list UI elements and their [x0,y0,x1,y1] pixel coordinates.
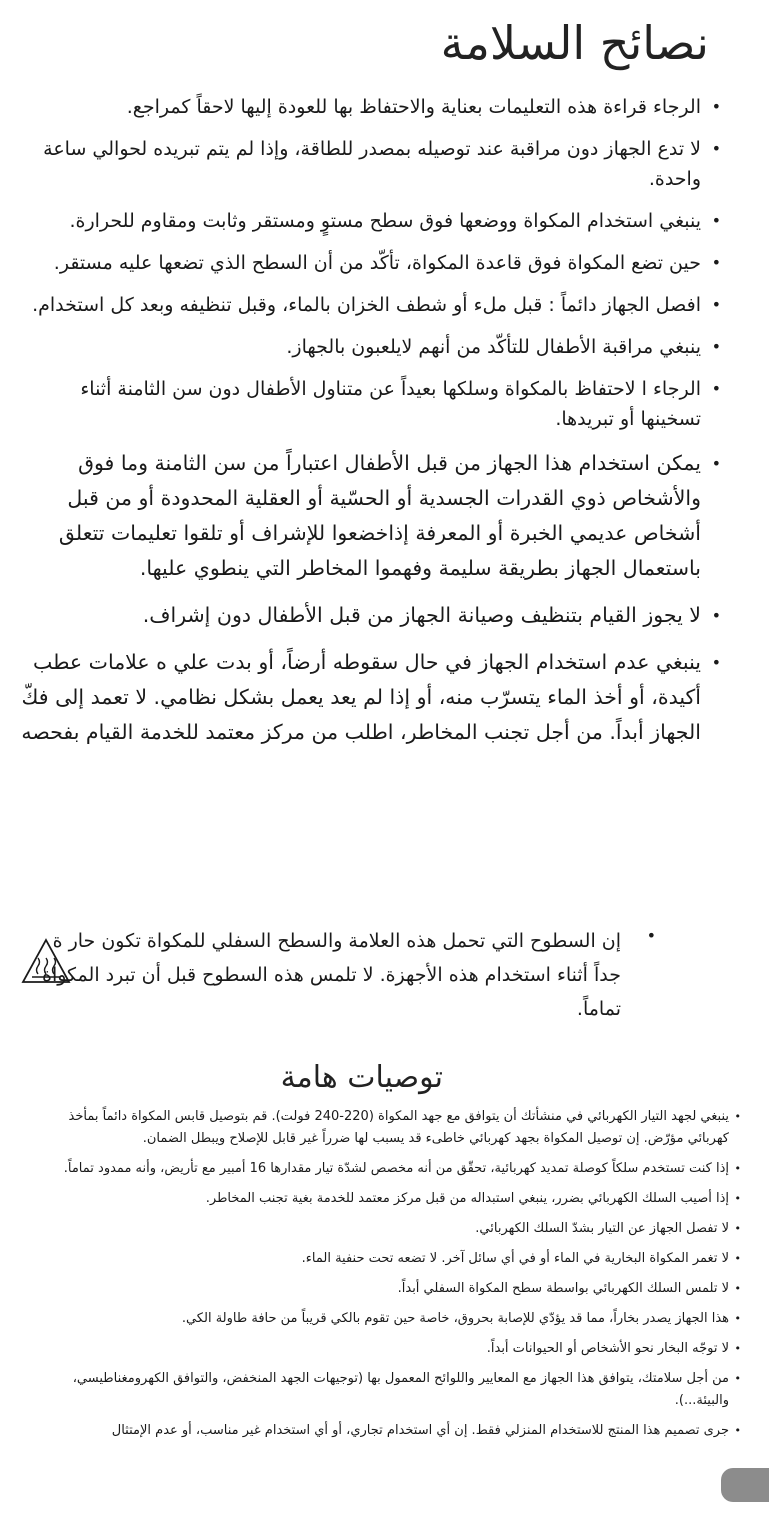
recommendation-text: جرى تصميم هذا المنتج للاستخدام المنزلي فقط. إن أي استخدام تجاري، أو أي استخدام غير مناسب، أو عدم الإمتثال [111,1423,729,1438]
page-tab-marker [721,1468,769,1502]
recommendation-item [29,1188,741,1210]
bullet: • [711,454,721,473]
bullet: • [711,653,721,672]
safety-item [21,134,721,194]
bullet: • [711,139,721,158]
safety-item-text: ينبغي استخدام المكواة ووضعها فوق سطح مستوٍ ومستقر وثابت ومقاوم للحرارة. [69,210,701,232]
bullet: • [711,295,721,314]
recommendation-item [29,1278,741,1300]
bullet: • [734,1222,741,1235]
bullet: • [734,1282,741,1295]
safety-item [21,206,721,236]
recommendation-item [29,1368,741,1412]
safety-item-text: يمكن استخدام هذا الجهاز من قبل الأطفال اعتباراً من سن الثامنة وما فوق والأشخاص ذوي القدرات الجسدية أو الحسّية أو العقلية المحدودة أو من قبل أشخاص عديمي الخبرة أو المعرفة إذاخضعوا للإشراف أو تلقوا تعليمات تتعلق باستعمال الجهاز بطريقة سليمة وفهموا المخاطر التي ينطوي عليها. [58,451,701,580]
safety-item [21,248,721,278]
recommendation-text: من أجل سلامتك، يتوافق هذا الجهاز مع المعايير واللوائح المعمول بها (توجيهات الجهد المنخفض، والتوافق الكهرومغناطيسي، والبيئة...). [72,1371,729,1408]
recommendation-text: لا تغمر المكواة البخارية في الماء أو في أي سائل آخر. لا تضعه تحت حنفية الماء. [301,1251,729,1266]
recommendation-item [29,1420,741,1442]
recommendation-item [29,1106,741,1150]
hot-surface-text: إن السطوح التي تحمل هذه العلامة والسطح السفلي للمكواة تكون حار ة جداً أثناء استخدام هذه الأجهزة. لا تلمس هذه السطوح قبل أن تبرد المكواة تماماً. [42,930,621,1020]
safety-item [21,332,721,362]
safety-item [21,598,721,633]
bullet: • [711,211,721,230]
safety-item [21,645,721,750]
bullet: • [734,1424,741,1437]
safety-tips-list [21,92,721,762]
recommendation-text: إذا كنت تستخدم سلكاً كوصلة تمديد كهربائية، تحقّق من أنه مخصص لشدّة تيار مقدارها 16 أمبير مع تأريض، وأنه ممدود تماماً. [63,1161,729,1176]
bullet: • [734,1162,741,1175]
bullet: • [734,1110,741,1123]
page-title: نصائح السلامة [440,16,709,70]
recommendation-text: لا تلمس السلك الكهربائي بواسطة سطح المكواة السفلي أبداً. [397,1281,729,1296]
recommendation-text: ينبغي لجهد التيار الكهربائي في منشأتك أن يتوافق مع جهد المكواة (220-240 فولت). قم بتوصيل قابس المكواة دائماً بمأخذ كهربائي مؤرّض. إن توصيل المكواة بجهد كهربائي خاطىء قد يسبب لها ضرراً غير قابل للإصلاح ويبطل الضمان. [68,1109,729,1146]
safety-item [21,374,721,434]
safety-item [21,446,721,586]
bullet: • [734,1342,741,1355]
safety-item-text: لا يجوز القيام بتنظيف وصيانة الجهاز من قبل الأطفال دون إشراف. [142,603,701,627]
bullet: • [711,253,721,272]
bullet: • [734,1192,741,1205]
recommendation-item [29,1158,741,1180]
bullet: • [734,1312,741,1325]
safety-item [21,92,721,122]
safety-item-text: الرجاء ا لاحتفاظ بالمكواة وسلكها بعيداً عن متناول الأطفال دون سن الثامنة أثناء تسخينها أو تبريدها. [80,378,701,430]
bullet: • [734,1372,741,1385]
recommendation-item [29,1218,741,1240]
recommendation-item [29,1308,741,1330]
bullet: • [711,337,721,356]
recommendation-text: هذا الجهاز يصدر بخاراً، مما قد يؤدّي للإصابة بحروق، خاصة حين تقوم بالكي قريباً من حافة طاولة الكي. [181,1311,729,1326]
recommendation-item [29,1338,741,1360]
recommendations-title: توصيات هامة [280,1060,443,1095]
bullet: • [711,97,721,116]
safety-item-text: حين تضع المكواة فوق قاعدة المكواة، تأكّد من أن السطح الذي تضعها عليه مستقر. [53,252,701,274]
bullet: • [711,379,721,398]
bullet: • [646,926,656,945]
recommendations-list [29,1106,741,1450]
safety-item-text: ينبغي عدم استخدام الجهاز في حال سقوطه أرضاً، أو بدت علي ه علامات عطب أكيدة، أو أخذ الماء يتسرّب منه، أو إذا لم يعد يعمل بشكل نظامي. لا تعمد إلى فكّ الجهاز أبداً. من أجل تجنب المخاطر، اطلب من مركز معتمد للخدمة القيام بفحصه [21,650,701,744]
recommendation-text: لا تفصل الجهاز عن التيار بشدّ السلك الكهربائي. [475,1221,729,1236]
recommendation-text: لا توجّه البخار نحو الأشخاص أو الحيوانات أبداً. [486,1341,729,1356]
recommendation-text: إذا أصيب السلك الكهربائي بضرر، ينبغي استبداله من قبل مركز معتمد للخدمة بغية تجنب المخاطر. [205,1191,729,1206]
safety-item-text: ينبغي مراقبة الأطفال للتأكّد من أنهم لايلعبون بالجهاز. [286,336,701,358]
safety-item-text: افصل الجهاز دائماً : قبل ملء أو شطف الخزان بالماء، وقبل تنظيفه وبعد كل استخدام. [32,294,701,316]
hot-surface-warning [21,924,701,1024]
safety-item-text: الرجاء قراءة هذه التعليمات بعناية والاحتفاظ بها للعودة إليها لاحقاً كمراجع. [126,96,701,118]
hot-surface-warning-icon [21,938,71,984]
bullet: • [711,606,721,625]
safety-item-text: لا تدع الجهاز دون مراقبة عند توصيله بمصدر للطاقة، وإذا لم يتم تبريده لحوالي ساعة واحدة. [43,138,701,190]
recommendation-item [29,1248,741,1270]
safety-item [21,290,721,320]
bullet: • [734,1252,741,1265]
